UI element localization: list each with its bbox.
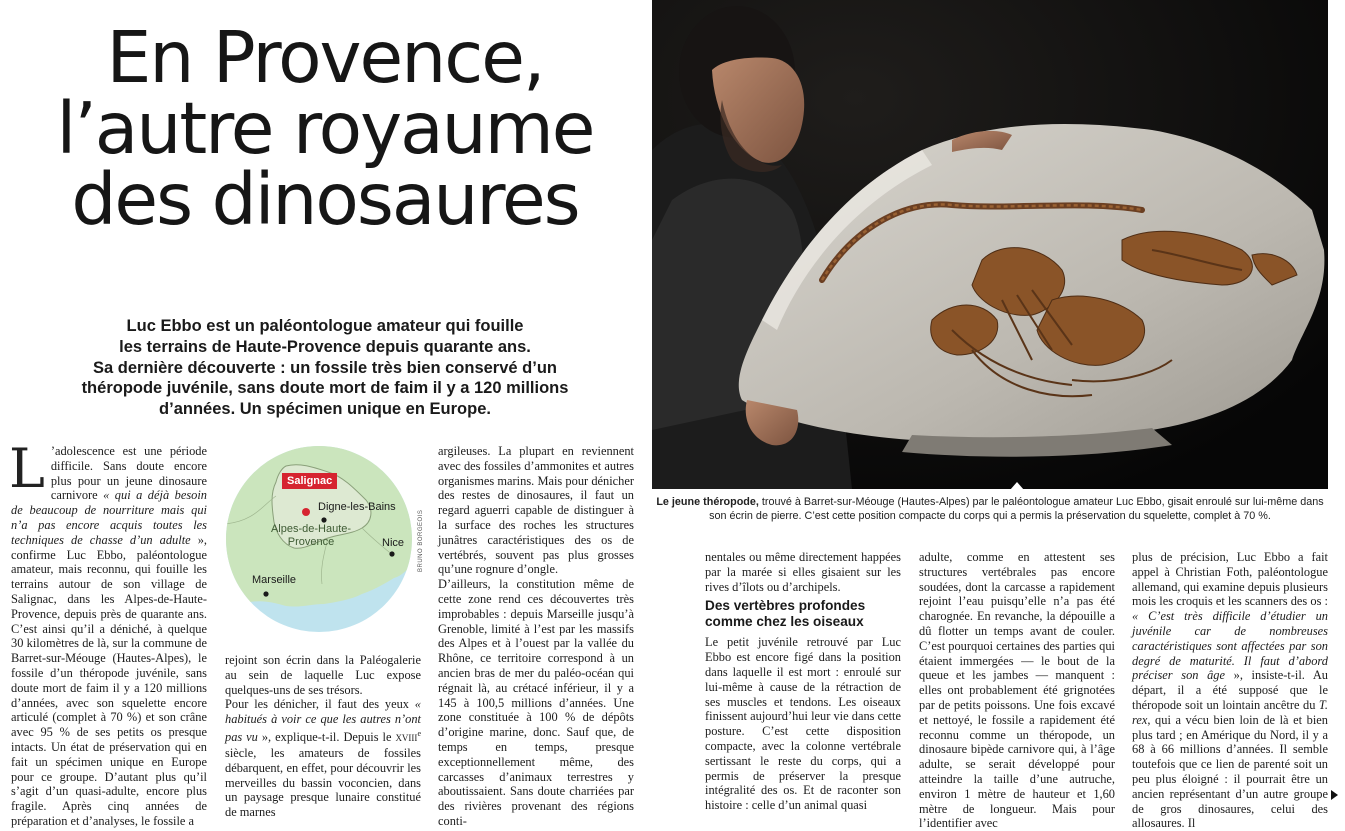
quote: « habitués à voir ce que les autres n’ont pas vu xyxy=(225,697,421,745)
article-column-6 xyxy=(1132,550,1328,831)
article-paragraph: rejoint son écrin dans la Paléogalerie au sein de laquelle Luc expose quelques-uns de ses trésors. xyxy=(225,653,421,697)
map-marker-label: Salignac xyxy=(282,473,337,489)
continue-arrow-icon xyxy=(1331,790,1338,800)
photo-caption: Le jeune théropode, trouvé à Barret-sur-Méouge (Hautes-Alpes) par le paléontologue amateur Luc Ebbo, gisait enroulé sur lui-même dans son écrin de pierre. C’est cette position compacte du corps qui a permis la préservation du squelette, complet à 70 %. xyxy=(656,496,1324,522)
drop-cap: L xyxy=(9,437,45,500)
headline-line: l’autre royaume xyxy=(56,87,594,170)
quote: « C’est très difficile d’étudier un juvénile car de nombreuses caractéristiques sont affectées par son degré de maturité. Il faut d’abord préciser son âge xyxy=(1132,609,1328,683)
headline-line: En Provence, xyxy=(106,16,544,99)
photo-illustration xyxy=(652,0,1328,489)
quote: « qui a déjà besoin de beaucoup de nourriture mais qui n’a pas encore acquis toutes les techniques de chasse d’un adulte xyxy=(11,488,207,547)
article-paragraph: adulte, comme en attestent ses structures vertébrales pas encore soudées, dont la carcasse a rapidement rejoint l’eau puisqu’elle n’a pas été charognée. En revanche, la dépouille a dû flotter un temps avant de couler. C’est pourquoi certaines des parties qui étaient immergées — le bout de la queue et les jambes — manquent : elles ont probablement été grignotées par de petits poissons. Une fois excavé et nettoyé, le fossile a rapidement été reconnu comme un théropode, un dinosaure bipède carnivore qui, à l’âge adulte, se serait développé pour atteindre la taille d’une autruche, environ 1 mètre de hauteur et 1,60 mètre de longueur. Mais pour l’identifier avec xyxy=(919,550,1115,831)
headline-line: des dinosaures xyxy=(71,158,579,241)
standfirst-line: théropode juvénile, sans doute mort de faim il y a 120 millions xyxy=(81,379,569,398)
map-credit: BRUNO BORGEOIS xyxy=(418,509,424,572)
article-paragraph: plus de précision, Luc Ebbo a fait appel à Christian Foth, paléontologue allemand, qui examine depuis plusieurs mois les croquis et les scanners des os : « C’est très difficile d’étudier un juvénile car de nombreuses caractéristiques sont affectées par son degré de maturité. Il faut d’abord préciser son âge », insiste-t-il. Au départ, il a été supposé que le théropode soit un lointain ancêtre du T. rex, qui a vécu bien loin de là et bien plus tard ; en Amérique du Nord, il y a 68 à 66 millions d’années. Il semble toutefois que ce lien de parenté soit un peu plus éloigné : il pourrait être un ancien représentant d’un autre groupe de gros dinosaures, celui des allosaures. Il xyxy=(1132,550,1328,831)
article-paragraph: L ’adolescence est une période difficile. Sans doute encore plus pour un jeune dinosaure carnivore « qui a déjà besoin de beaucoup de nourriture mais qui n’a pas encore acquis toutes les techniques de chasse d’un adulte », confirme Luc Ebbo, paléontologue amateur, mais reconnu, qui fouille les terrains autour de son village de Salignac, dans les Alpes-de-Haute-Provence, depuis près de quarante ans. C’est ainsi qu’il a déniché, à quelque 30 kilomètres de là, sur la commune de Barret-sur-Méouge (Hautes-Alpes), le fossile d’un théropode juvénile, sans doute mort de faim il y a 120 millions d’années, avec son squelette encore articulé (complet à 70 %) et son crâne avec 95 % de ses petits os presque intacts. Un état de préservation qui en fait un spécimen unique en Europe pour ce groupe. D’autant plus qu’il s’agit d’un quasi-adulte, encore plus fragile. Après cinq années de préparation et d’analyses, le fossile a xyxy=(9,437,207,828)
standfirst-line: Sa dernière découverte : un fossile très bien conservé d’un xyxy=(93,358,557,377)
article-paragraph: Pour les dénicher, il faut des yeux « habitués à voir ce que les autres n’ont pas vu », explique-t-il. Depuis le XVIIIe siècle, les amateurs de fossiles débarquent, en effet, pour découvrir les merveilles du bassin voconcien, dans un paysage presque lunaire constitué de marnes xyxy=(225,697,421,820)
roman-numeral: XVIII xyxy=(395,733,418,744)
standfirst-line: Luc Ebbo est un paléontologue amateur qui fouille xyxy=(126,317,524,335)
region-label: Alpes-de-Haute-Provence xyxy=(270,523,352,548)
standfirst-line: les terrains de Haute-Provence depuis quarante ans. xyxy=(119,337,531,356)
city-label: Marseille xyxy=(252,574,297,586)
city-label: Nice xyxy=(382,537,405,549)
headline xyxy=(40,16,610,241)
article-column-5 xyxy=(919,550,1115,831)
article-column-4 xyxy=(705,550,901,813)
article-paragraph: argileuses. La plupart en reviennent avec des fossiles d’ammonites et autres organismes marins. Mais pour dénicher des restes de dinosaures, il faut un regard aguerri capable de distinguer à la surface des roches les structures junâtres caractéristiques des os de vertébrés, souvent pas plus grosses qu’une rognure d’ongle. xyxy=(438,444,634,577)
location-map xyxy=(224,444,414,634)
caption-pointer xyxy=(1010,482,1024,490)
article-column-3 xyxy=(438,444,634,828)
article-paragraph: D’ailleurs, la constitution même de cette zone rend ces découvertes très improbables : depuis Marseille jusqu’à Grenoble, limité à l’est par les massifs des Alpes et à l’ouest par la vallée du Rhône, ce territoire correspond à un ancien bras de mer du paléo-océan qui régnait là, au crétacé inférieur, il y a 145 à 100,5 millions d’années. Une zone constituée à 100 % de dépôts d’origine marine, donc. Sauf que, de temps en temps, presque exceptionnellement même, des carcasses d’animaux terrestres y aboutissaient. Sans doute charriées par des rivières provenant des régions conti- xyxy=(438,577,634,828)
standfirst xyxy=(70,316,580,420)
article-column-2 xyxy=(225,653,421,820)
dinosaur-fossil-photo xyxy=(652,0,1328,489)
caption-lead: Le jeune théropode, xyxy=(656,496,759,508)
article-paragraph: Le petit juvénile retrouvé par Luc Ebbo est encore figé dans la position dans laquelle il est mort : enroulé sur lui-même à cause de la rétraction de ses muscles et tendons. Les oiseaux finissent aujourd’hui leur vie dans cette posture. C’est cette disposition compacte, avec la colonne vertébrale sertissant le reste du corps, qui a permis de préserver la presque intégralité des os. Et de raconter son histoire : celle d’un animal quasi xyxy=(705,635,901,813)
city-label: Digne-les-Bains xyxy=(318,501,396,513)
section-subheading: Des vertèbres profondes comme chez les oiseaux xyxy=(705,598,866,629)
species-name: T. rex xyxy=(1132,697,1328,727)
article-column-1 xyxy=(9,437,207,828)
standfirst-line: d’années. Un spécimen unique en Europe. xyxy=(159,400,491,419)
article-paragraph: nentales ou même directement happées par la marée si elles gisaient sur les rives d’îlots ou d’archipels. xyxy=(705,550,901,594)
